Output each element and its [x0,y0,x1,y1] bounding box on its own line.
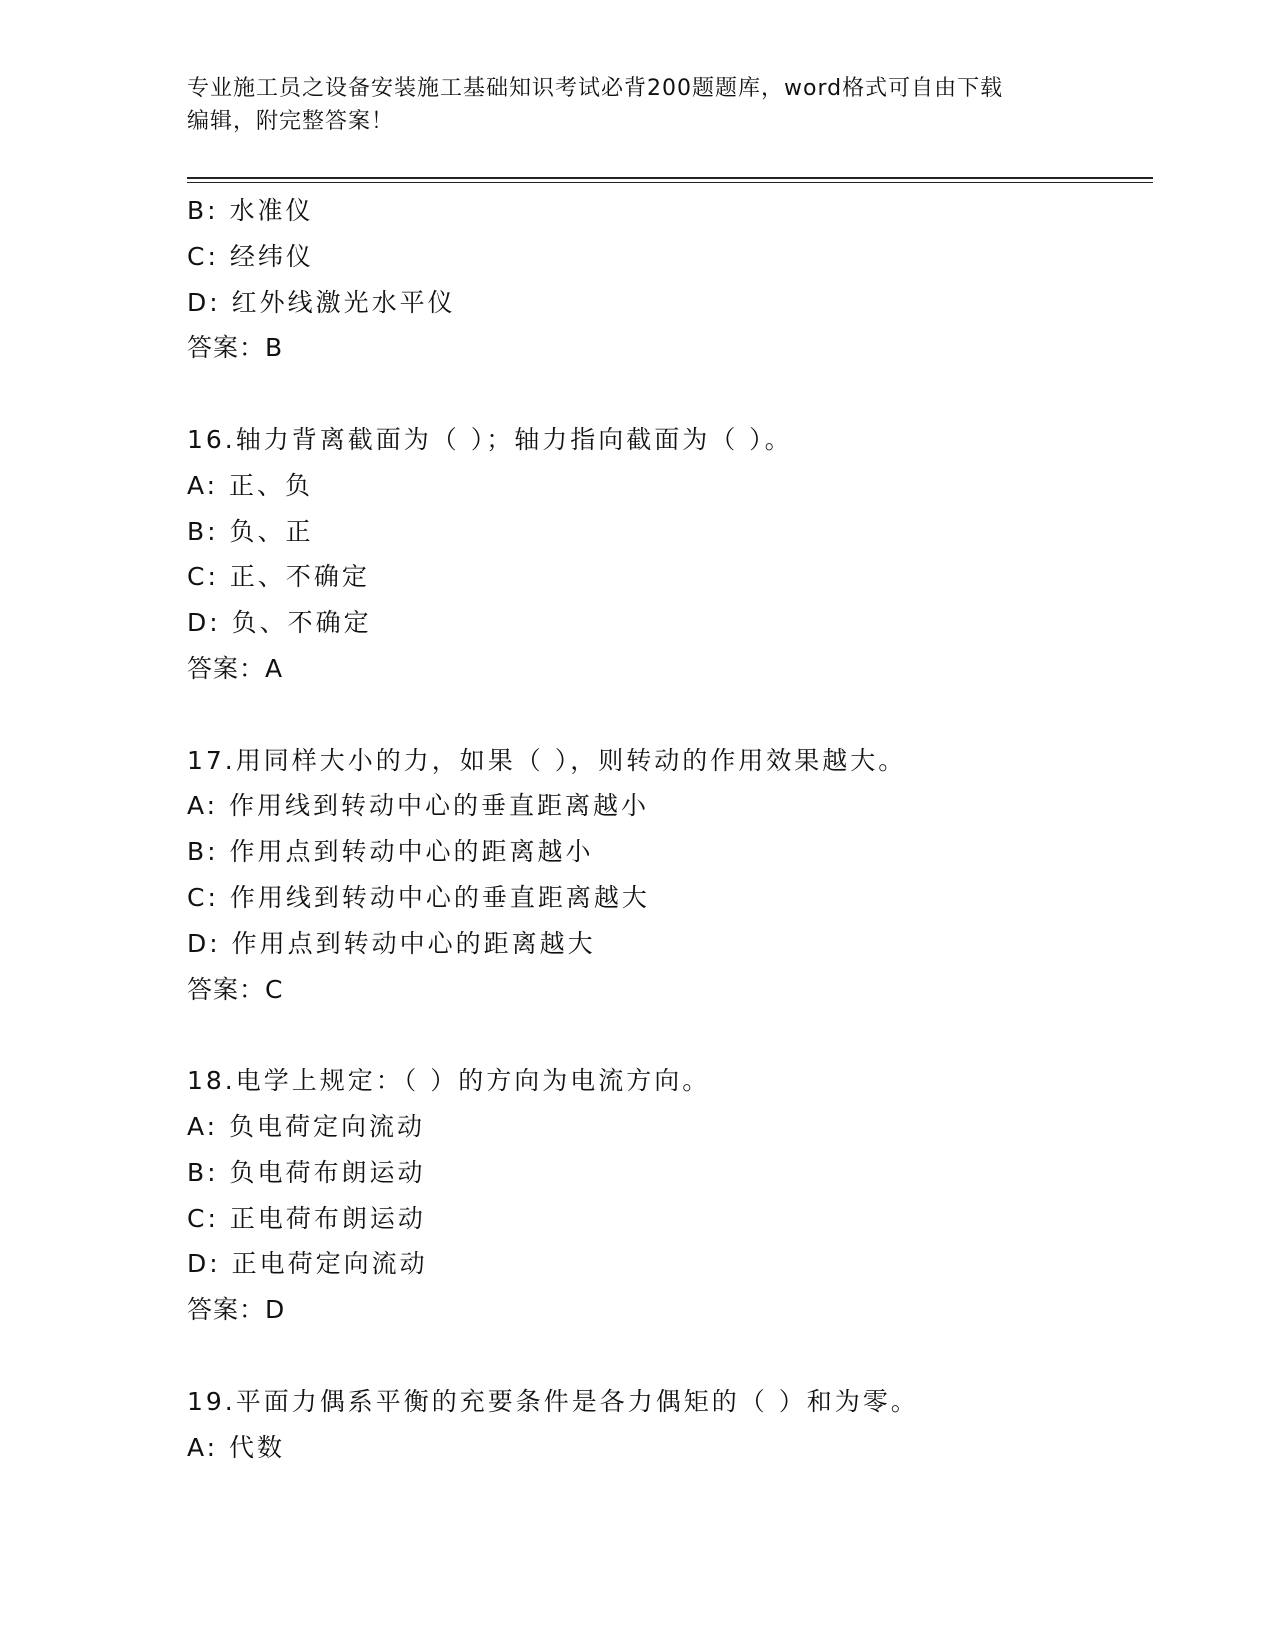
option-c: C: 正、不确定 [187,562,370,592]
question-17 [187,738,1153,1013]
question-16 [187,417,1153,692]
question-text: 19.平面力偶系平衡的充要条件是各力偶矩的（ ）和为零。 [187,1386,919,1416]
spacer [187,1333,1153,1379]
question-text: 16.轴力背离截面为（ ）；轴力指向截面为（ ）。 [187,424,793,454]
option-b: B: 负、正 [187,516,314,546]
question-text: 17.用同样大小的力，如果（ ），则转动的作用效果越大。 [187,745,907,775]
question-18 [187,1058,1153,1333]
header-line-2: 编辑，附完整答案！ [187,109,395,134]
answer: 答案：A [187,653,284,683]
answer: 答案：B [187,333,284,363]
question-15 [187,188,1153,371]
spacer [187,692,1153,738]
spacer [187,1012,1153,1058]
option-b: B: 负电荷布朗运动 [187,1157,426,1187]
option-d: D: 正电荷定向流动 [187,1249,428,1279]
option-b: B: 水准仪 [187,196,314,225]
page-header [187,72,1087,138]
option-c: C: 正电荷布朗运动 [187,1203,426,1233]
question-text: 18.电学上规定：（ ）的方向为电流方向。 [187,1066,711,1096]
option-d: D: 红外线激光水平仪 [187,287,456,317]
option-a: A: 作用线到转动中心的垂直距离越小 [187,791,650,821]
answer: 答案：D [187,1295,286,1325]
question-list [187,188,1153,1470]
option-a: A: 代数 [187,1432,286,1462]
option-c: C: 经纬仪 [187,241,314,271]
question-19 [187,1379,1153,1471]
option-b: B: 作用点到转动中心的距离越小 [187,837,594,867]
option-d: D: 作用点到转动中心的距离越大 [187,928,596,958]
option-a: A: 正、负 [187,470,314,500]
answer: 答案：C [187,974,284,1004]
header-line-1: 专业施工员之设备安装施工基础知识考试必背200题题库，word格式可自由下载 [187,76,1004,101]
option-a: A: 负电荷定向流动 [187,1111,426,1141]
option-d: D: 负、不确定 [187,608,372,638]
header-divider-thick [187,177,1153,179]
spacer [187,371,1153,417]
header-divider-thin [187,182,1153,183]
option-c: C: 作用线到转动中心的垂直距离越大 [187,882,650,912]
